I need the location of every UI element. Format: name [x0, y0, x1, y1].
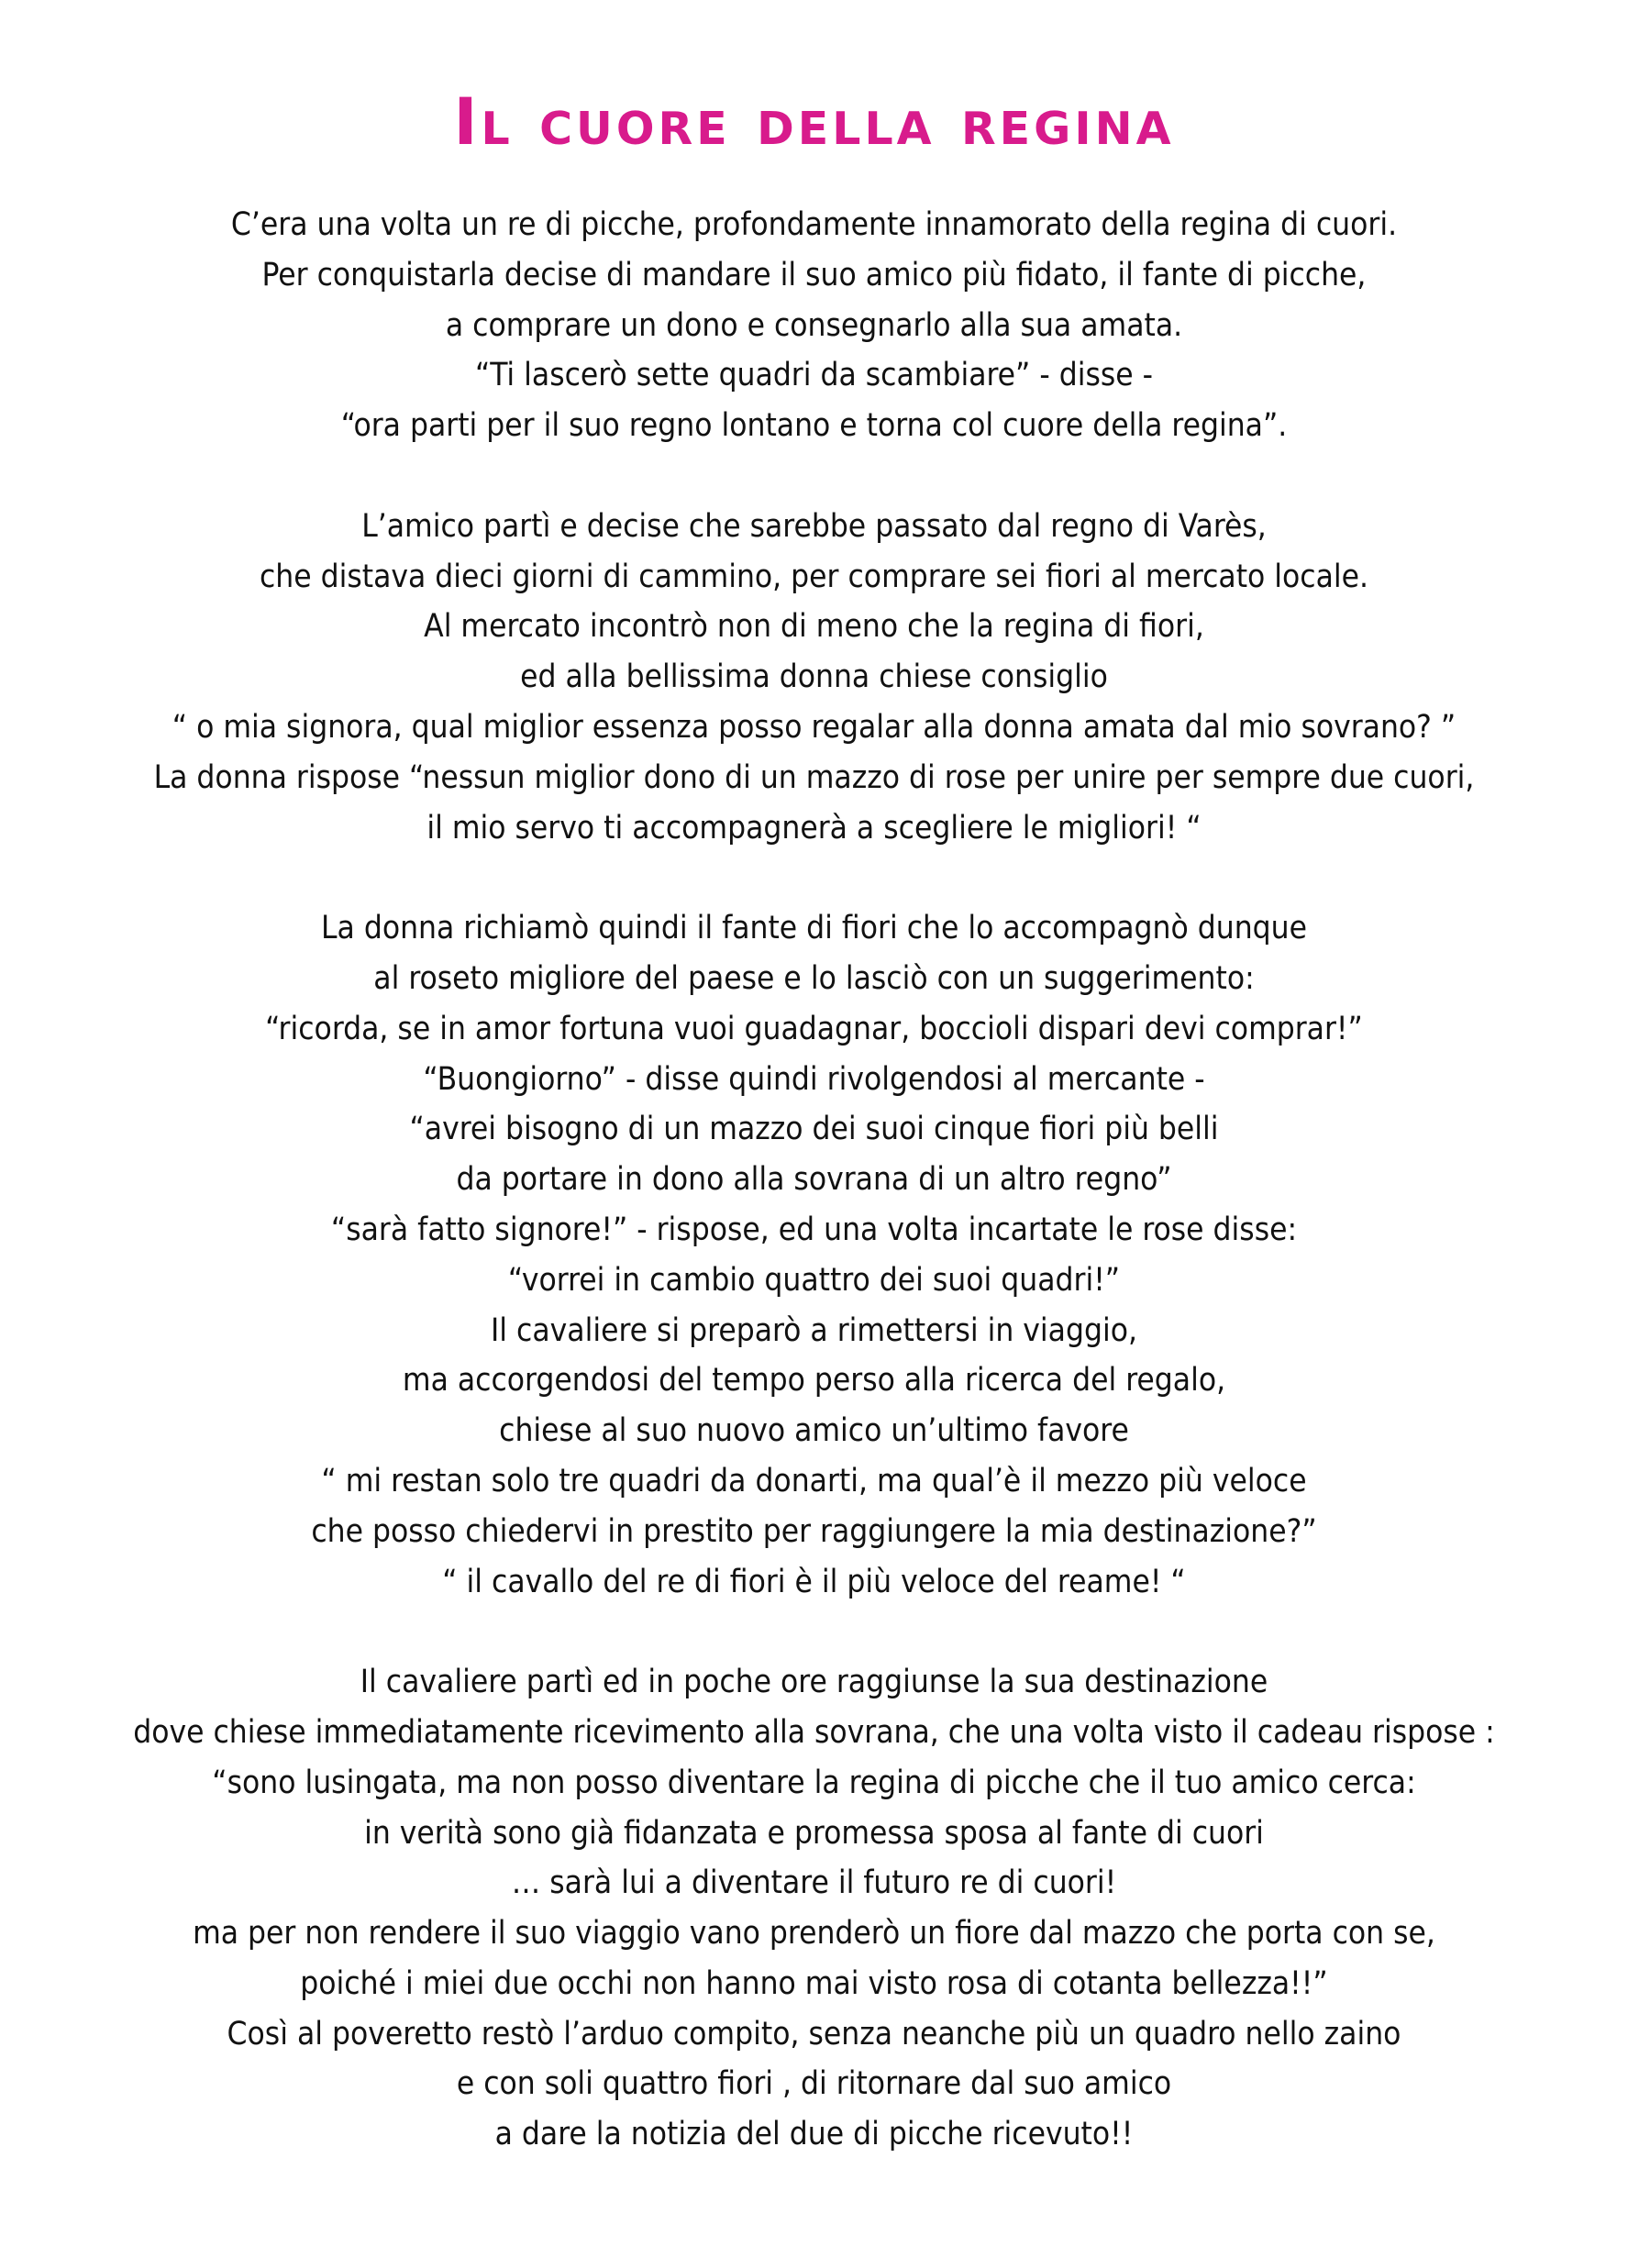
story-line: poiché i miei due occhi non hanno mai visto rosa di cotanta bellezza!!” [300, 1964, 1328, 2002]
story-line: Così al poveretto restò l’arduo compito, senza neanche più un quadro nello zaino [227, 2015, 1401, 2052]
story-line: “ricorda, se in amor fortuna vuoi guadagnar, boccioli dispari devi comprar!” [265, 1010, 1363, 1047]
story-line: “sono lusingata, ma non posso diventare la regina di picche che il tuo amico cerca: [212, 1764, 1416, 1801]
story-line: “ il cavallo del re di fiori è il più veloce del reame! “ [442, 1563, 1186, 1600]
story-line: ma accorgendosi del tempo perso alla ricerca del regalo, [402, 1362, 1226, 1400]
story-line: C’era una volta un re di picche, profondamente innamorato della regina di cuori. [230, 206, 1398, 243]
story-line: che posso chiedervi in prestito per raggiungere la mia destinazione?” [311, 1512, 1317, 1550]
story-line: “ mi restan solo tre quadri da donarti, ma qual’è il mezzo più veloce [321, 1462, 1307, 1499]
story-line: “ora parti per il suo regno lontano e torna col cuore della regina”. [340, 407, 1288, 445]
story-line: il mio servo ti accompagnerà a scegliere le migliori! “ [426, 809, 1202, 846]
story-line: “avrei bisogno di un mazzo dei suoi cinque fiori più belli [409, 1111, 1219, 1148]
story-line: a dare la notizia del due di picche ricevuto!! [494, 2116, 1134, 2153]
story-line: da portare in dono alla sovrana di un altro regno” [456, 1161, 1172, 1199]
story-title: Il cuore della regina [453, 84, 1175, 160]
story-line: “Buongiorno” - disse quindi rivolgendosi al mercante - [423, 1060, 1205, 1098]
story-line: ed alla bellissima donna chiese consiglio [520, 658, 1108, 696]
story-line: Il cavaliere si preparò a rimettersi in viaggio, [491, 1311, 1137, 1349]
story-line: La donna richiamò quindi il fante di fiori che lo accompagnò dunque [321, 910, 1307, 947]
story-line: “ o mia signora, qual miglior essenza posso regalar alla donna amata dal mio sovrano? ” [172, 708, 1456, 746]
story-line: chiese al suo nuovo amico un’ultimo favore [499, 1412, 1129, 1450]
story-line: L’amico partì e decise che sarebbe passato dal regno di Varès, [361, 507, 1267, 545]
story-text [0, 200, 1628, 2160]
story-line: Al mercato incontrò non di meno che la regina di fiori, [424, 608, 1204, 646]
paragraph-break [0, 451, 1628, 502]
story-line: dove chiese immediatamente ricevimento alla sovrana, che una volta visto il cadeau rispose : [133, 1713, 1495, 1751]
story-line: La donna rispose “nessun miglior dono di un mazzo di rose per unire per sempre due cuori, [153, 758, 1475, 796]
story-line: in verità sono già fidanzata e promessa sposa al fante di cuori [364, 1814, 1264, 1852]
story-line: … sarà lui a diventare il futuro re di cuori! [511, 1864, 1117, 1902]
story-line: Il cavaliere partì ed in poche ore raggiunse la sua destinazione [360, 1664, 1268, 1701]
paragraph-break [0, 853, 1628, 903]
story-line: ma per non rendere il suo viaggio vano prenderò un fiore dal mazzo che porta con se, [193, 1915, 1435, 1953]
story-line: “sarà fatto signore!” - rispose, ed una volta incartate le rose disse: [330, 1211, 1298, 1248]
story-line: “Ti lascerò sette quadri da scambiare” - disse - [474, 357, 1154, 394]
story-line: Per conquistarla decise di mandare il suo amico più fidato, il fante di picche, [261, 256, 1367, 293]
story-line: che distava dieci giorni di cammino, per comprare sei fiori al mercato locale. [259, 558, 1369, 595]
paragraph-break [0, 1607, 1628, 1657]
story-line: “vorrei in cambio quattro dei suoi quadri!” [507, 1261, 1121, 1299]
story-line: e con soli quattro fiori , di ritornare dal suo amico [456, 2065, 1172, 2103]
story-line: a comprare un dono e consegnarlo alla sua amata. [445, 306, 1183, 344]
story-line: al roseto migliore del paese e lo lasciò con un suggerimento: [373, 959, 1255, 997]
